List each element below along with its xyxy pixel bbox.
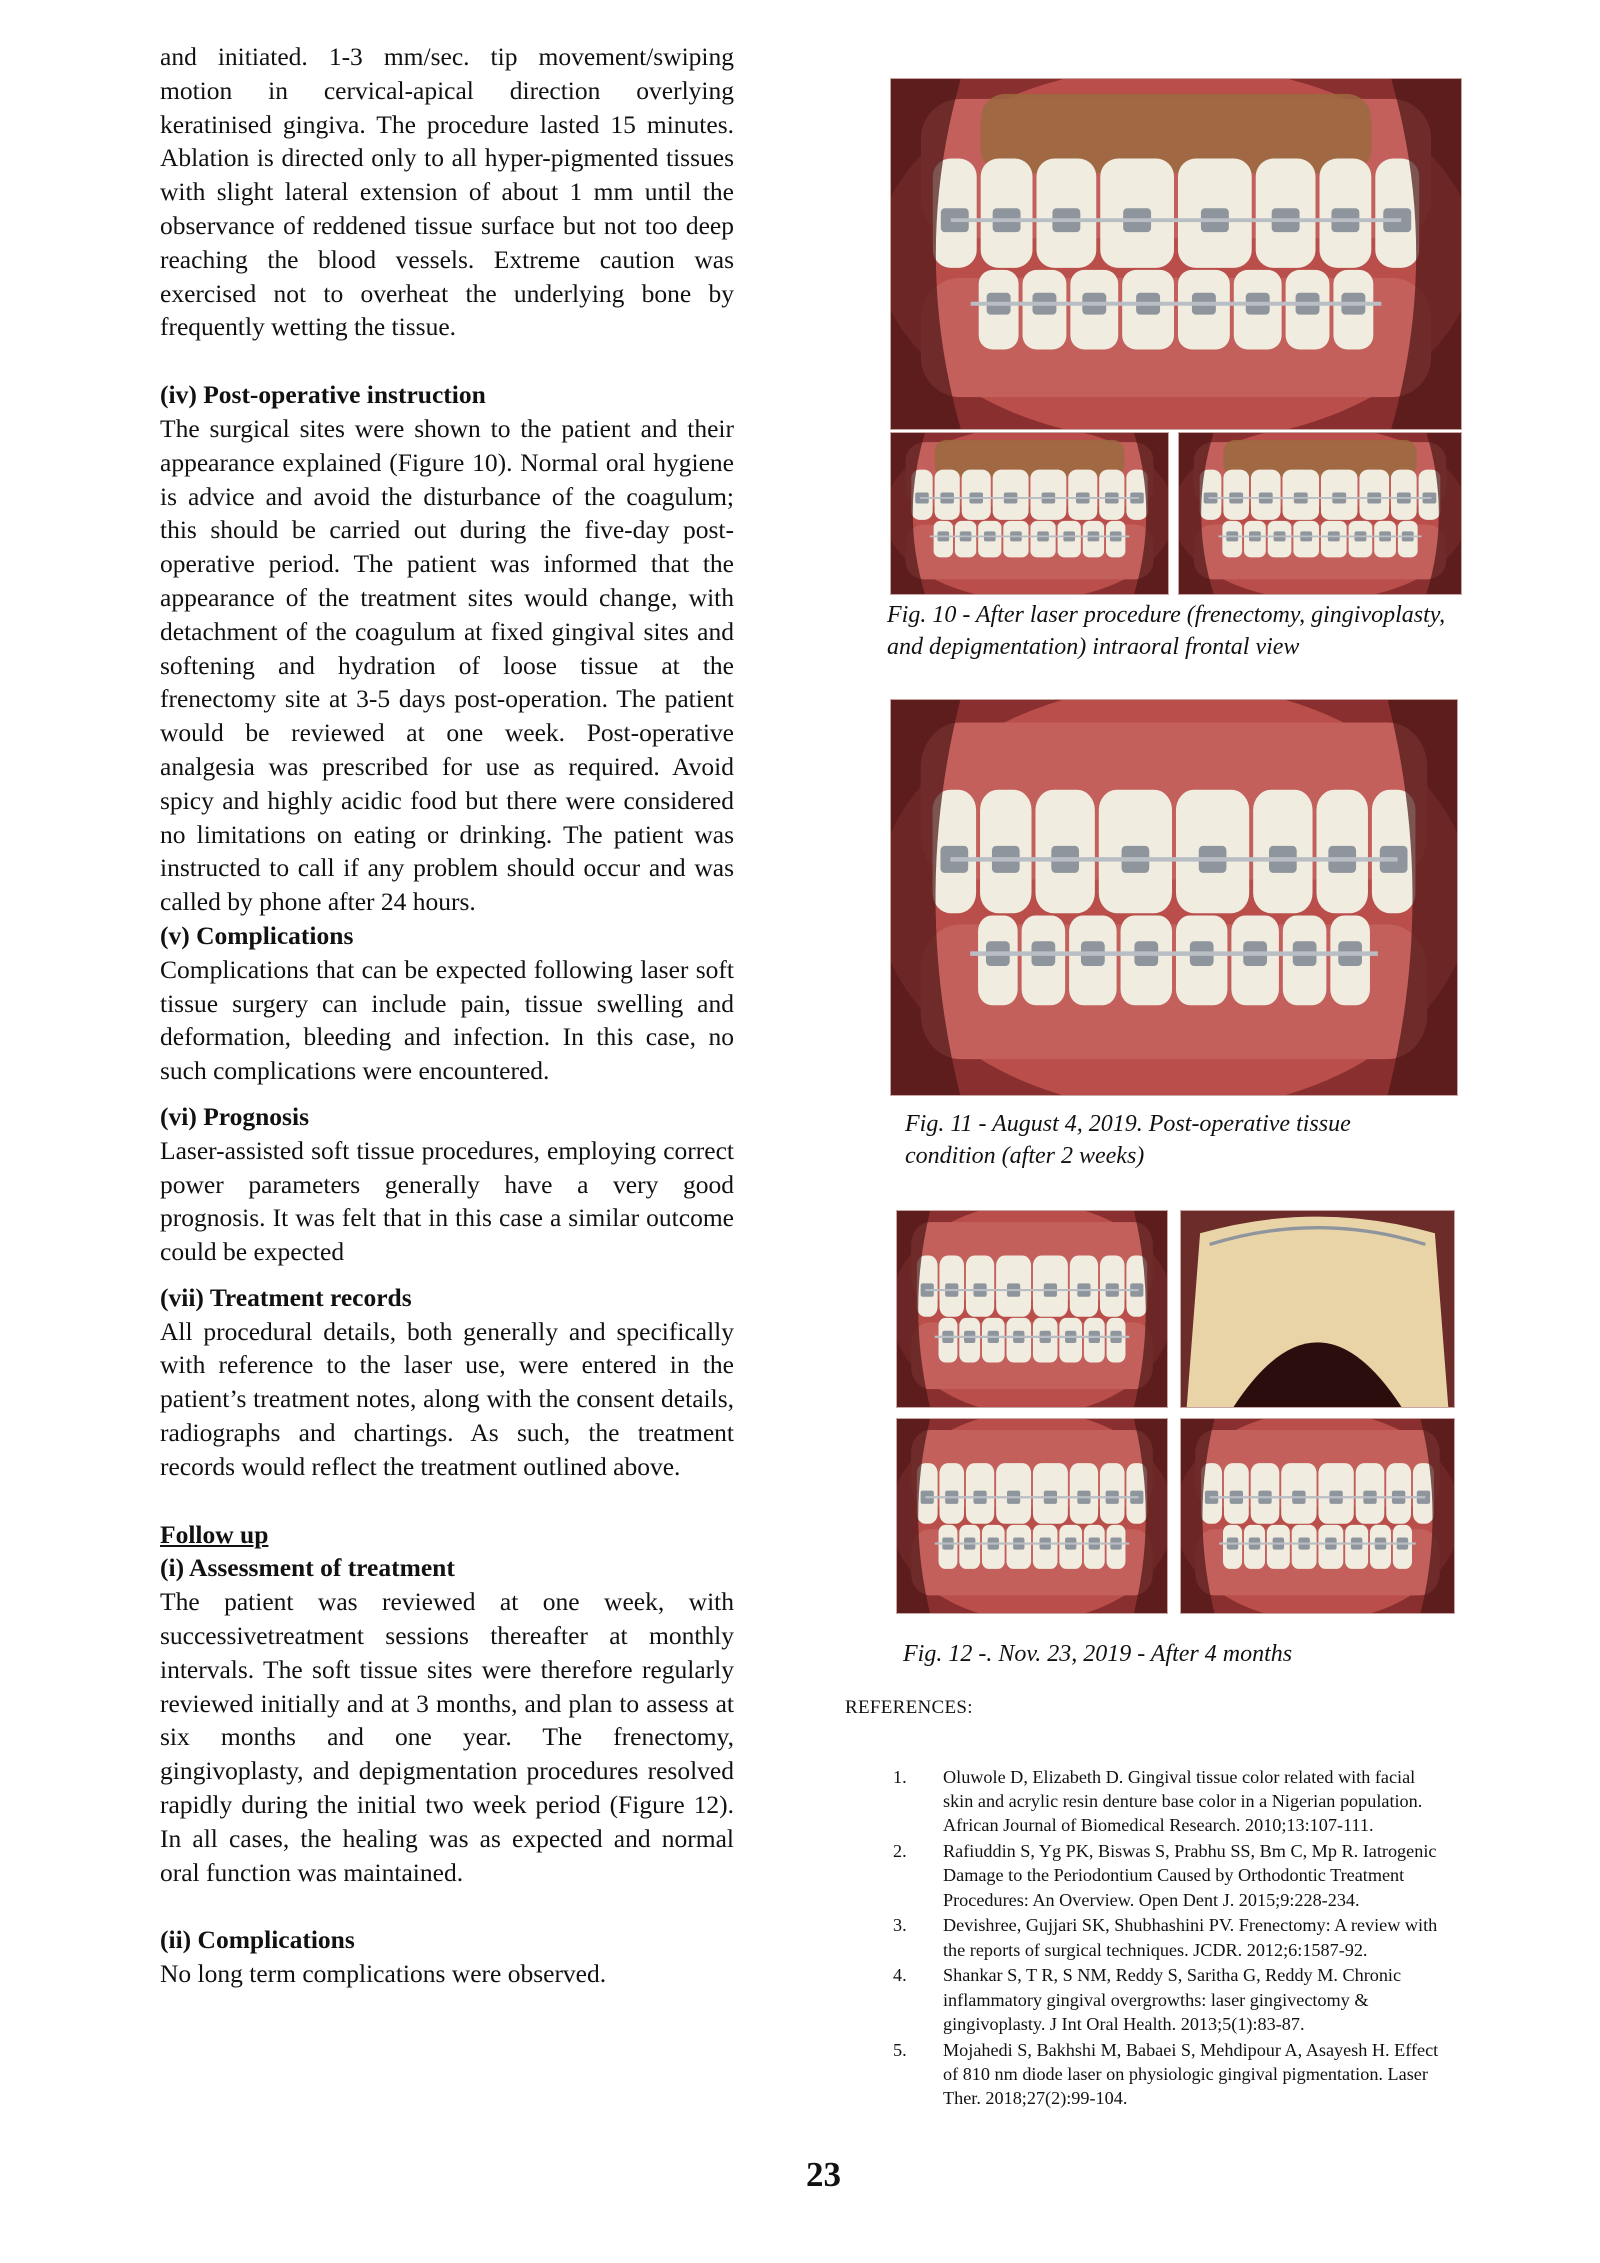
reference-number: 5.: [893, 2039, 907, 2060]
fig10-left-photo: [890, 432, 1169, 595]
text-long-term-complications: No long term complications were observed.: [160, 1959, 607, 1989]
text-post-operative: The surgical sites were shown to the patient and their appearance explained (Figure 10). Normal oral hygiene is advice and avoid the disturbance of the coagulum; this should be carried out during the five-day post-operative period. The patient was informed that the appearance of the treatment sites would change, with detachment of the coagulum at fixed gingival sites and softening and hydration of loose tissue at the frenectomy site at 3-5 days post-operation. The patient would be reviewed at one week. Post-operative analgesia was prescribed for use as required. Avoid spicy and highly acidic food but there were considered no limitations on eating or drinking. The patient was instructed to call if any problem should occur and was called by phone after 24 hours.: [160, 413, 734, 917]
fig12-top-right-photo: [1180, 1210, 1455, 1408]
reference-number: 3.: [893, 1915, 907, 1936]
reference-text: Rafiuddin S, Yg PK, Biswas S, Prabhu SS, Bm C, Mp R. Iatrogenic Damage to the Periodontium Caused by Orthodontic Treatment Procedures: An Overview. Open Dent J. 2015;9:228-234.: [943, 1841, 1437, 1910]
heading-treatment-records: (vii) Treatment records: [160, 1282, 412, 1312]
fig11-caption: Fig. 11 - August 4, 2019. Post-operative tissue condition (after 2 weeks): [905, 1111, 1351, 1169]
reference-text: Devishree, Gujjari SK, Shubhashini PV. Frenectomy: A review with the reports of surgical techniques. JCDR. 2012;6:1587-92.: [943, 1915, 1438, 1960]
heading-post-operative: (iv) Post-operative instruction: [160, 380, 486, 410]
reference-number: 4.: [893, 1965, 907, 1986]
references-list: [893, 1765, 1441, 2112]
references-title: REFERENCES:: [845, 1697, 973, 1718]
fig12-bottom-left-photo: [896, 1418, 1168, 1614]
text-treatment-records: All procedural details, both generally and specifically with reference to the laser use, were entered in the patient’s treatment notes, along with the consent details, radiographs and chartings. As such, the treatment records would reflect the treatment outlined above.: [160, 1316, 734, 1481]
page-number: 23: [806, 2155, 841, 2194]
heading-complications: (v) Complications: [160, 920, 354, 950]
intro-paragraph: and initiated. 1-3 mm/sec. tip movement/swiping motion in cervical-apical direction overlying keratinised gingiva. The procedure lasted 15 minutes. Ablation is directed only to all hyper-pigmented tissues with slight lateral extension of about 1 mm until the observance of reddened tissue surface but not too deep reaching the blood vessels. Extreme caution was exercised not to overheat the underlying bone by frequently wetting the tissue.: [160, 42, 734, 342]
text-complications: Complications that can be expected following laser soft tissue surgery can include pain, tissue swelling and deformation, bleeding and infection. In this case, no such complications were encountered.: [160, 954, 734, 1086]
reference-item: [893, 2038, 1441, 2111]
reference-number: 1.: [893, 1767, 907, 1787]
fig12-top-left-photo: [896, 1210, 1168, 1408]
heading-follow-up: Follow up: [160, 1519, 269, 1549]
reference-number: 2.: [893, 1841, 907, 1862]
reference-item: [893, 1913, 1441, 1961]
fig10-main-photo: [890, 78, 1462, 430]
left-column: [160, 40, 734, 1991]
reference-text: Shankar S, T R, S NM, Reddy S, Saritha G, Reddy M. Chronic inflammatory gingival overgrowths: laser gingivectomy & gingivoplasty. J Int Oral Health. 2013;5(1):83-87.: [943, 1965, 1402, 2034]
fig12-bottom-right-photo: [1180, 1418, 1455, 1614]
heading-prognosis: (vi) Prognosis: [160, 1101, 309, 1131]
fig10-right-photo: [1178, 432, 1462, 595]
fig10-caption: Fig. 10 - After laser procedure (frenectomy, gingivoplasty, and depigmentation) intraoral frontal view: [887, 602, 1446, 660]
reference-item: [893, 1765, 1441, 1838]
reference-item: [893, 1839, 1441, 1912]
reference-text: Mojahedi S, Bakhshi M, Babaei S, Mehdipour A, Asayesh H. Effect of 810 nm diode laser on physiologic gingival pigmentation. Laser Ther. 2018;27(2):99-104.: [943, 2039, 1439, 2109]
text-assessment: The patient was reviewed at one week, with successivetreatment sessions thereafter at monthly intervals. The soft tissue sites were therefore regularly reviewed initially and at 3 months, and plan to assess at six months and one year. The frenectomy, gingivoplasty, and depigmentation procedures resolved rapidly during the initial two week period (Figure 12). In all cases, the healing was as expected and normal oral function was maintained.: [160, 1587, 734, 1887]
text-prognosis: Laser-assisted soft tissue procedures, employing correct power parameters generally have a very good prognosis. It was felt that in this case a similar outcome could be expected: [160, 1135, 734, 1267]
fig11-photo: [890, 699, 1458, 1096]
heading-assessment: (i) Assessment of treatment: [160, 1553, 455, 1583]
heading-long-term-complications: (ii) Complications: [160, 1925, 355, 1955]
reference-text: Oluwole D, Elizabeth D. Gingival tissue color related with facial skin and acrylic resin denture base color in a Nigerian population. African Journal of Biomedical Research. 2010;13:107-111.: [943, 1767, 1423, 1836]
reference-item: [893, 1963, 1441, 2036]
fig12-caption: Fig. 12 -. Nov. 23, 2019 - After 4 months: [903, 1641, 1293, 1667]
